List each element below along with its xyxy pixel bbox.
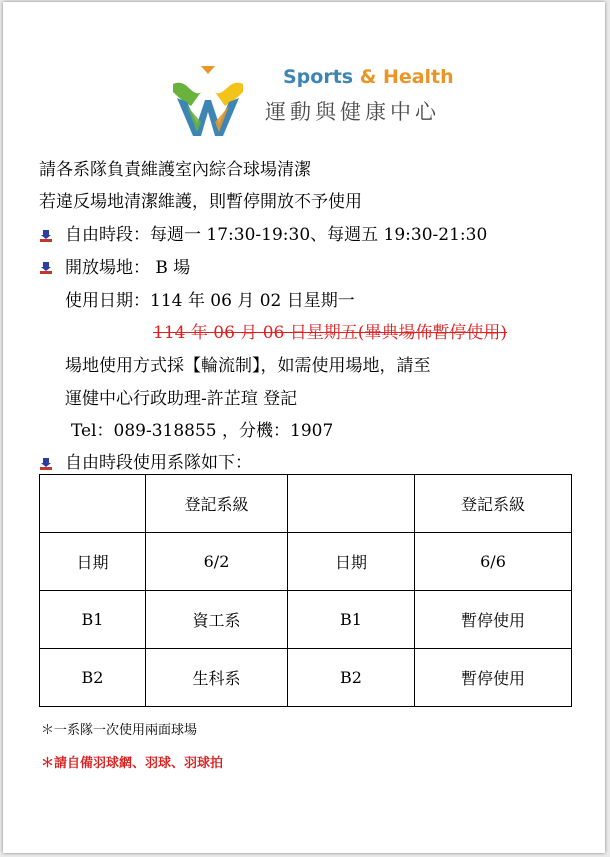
table-cell: 6/6 <box>415 533 572 591</box>
table-cell: 日期 <box>288 533 415 591</box>
document-page <box>3 2 605 853</box>
arrow-bullet-icon <box>39 229 53 243</box>
arrow-bullet-icon <box>39 457 53 471</box>
tel-line: Tel：089-318855 ，分機：1907 <box>71 421 334 441</box>
table-cell: 登記系級 <box>146 475 288 533</box>
free-time-line: 自由時段：每週一 17:30-19:30、每週五 19:30-21:30 <box>65 225 488 245</box>
logo-health: Health <box>382 66 454 88</box>
table-cell: 日期 <box>40 533 146 591</box>
table-cell: B2 <box>40 649 146 707</box>
logo-chinese-name: 運動與健康中心 <box>265 100 440 124</box>
team-schedule-table <box>39 474 572 707</box>
notice-line-1: 請各系隊負責維護室內綜合球場清潔 <box>39 160 311 180</box>
table-cell: B1 <box>40 591 146 649</box>
table-row <box>40 649 572 707</box>
logo-english-name <box>283 66 454 88</box>
table-row <box>40 533 572 591</box>
footnote-bring-equipment: ＊請自備羽球網、羽球、羽球拍 <box>41 756 224 771</box>
sports-health-logo-icon <box>171 62 245 138</box>
usage-line-1: 場地使用方式採【輪流制】，如需使用場地，請至 <box>65 356 431 376</box>
teams-heading: 自由時段使用系隊如下： <box>65 453 252 473</box>
table-cell <box>40 475 146 533</box>
footnote-one-team: ＊一系隊一次使用兩面球場 <box>41 723 198 738</box>
table-cell: 登記系級 <box>415 475 572 533</box>
usage-line-2: 運健中心行政助理-許芷瑄 登記 <box>65 389 298 409</box>
table-cell: 暫停使用 <box>415 649 572 707</box>
table-cell: B2 <box>288 649 415 707</box>
table-row <box>40 475 572 533</box>
table-cell: 生科系 <box>146 649 288 707</box>
arrow-bullet-icon <box>39 261 53 275</box>
venue-line: 開放場地： B 場 <box>65 258 191 278</box>
logo-sports: Sports <box>283 66 354 88</box>
date-line: 使用日期：114 年 06 月 02 日星期一 <box>65 291 355 311</box>
date-cancelled-line: 114 年 06 月 06 日星期五(畢典場佈暫停使用) <box>153 323 507 343</box>
table-cell: 6/2 <box>146 533 288 591</box>
notice-line-2: 若違反場地清潔維護，則暫停開放不予使用 <box>39 192 362 212</box>
table-row <box>40 591 572 649</box>
table-cell <box>288 475 415 533</box>
table-cell: B1 <box>288 591 415 649</box>
table-cell: 資工系 <box>146 591 288 649</box>
logo-ampersand: & <box>359 66 377 88</box>
table-cell: 暫停使用 <box>415 591 572 649</box>
